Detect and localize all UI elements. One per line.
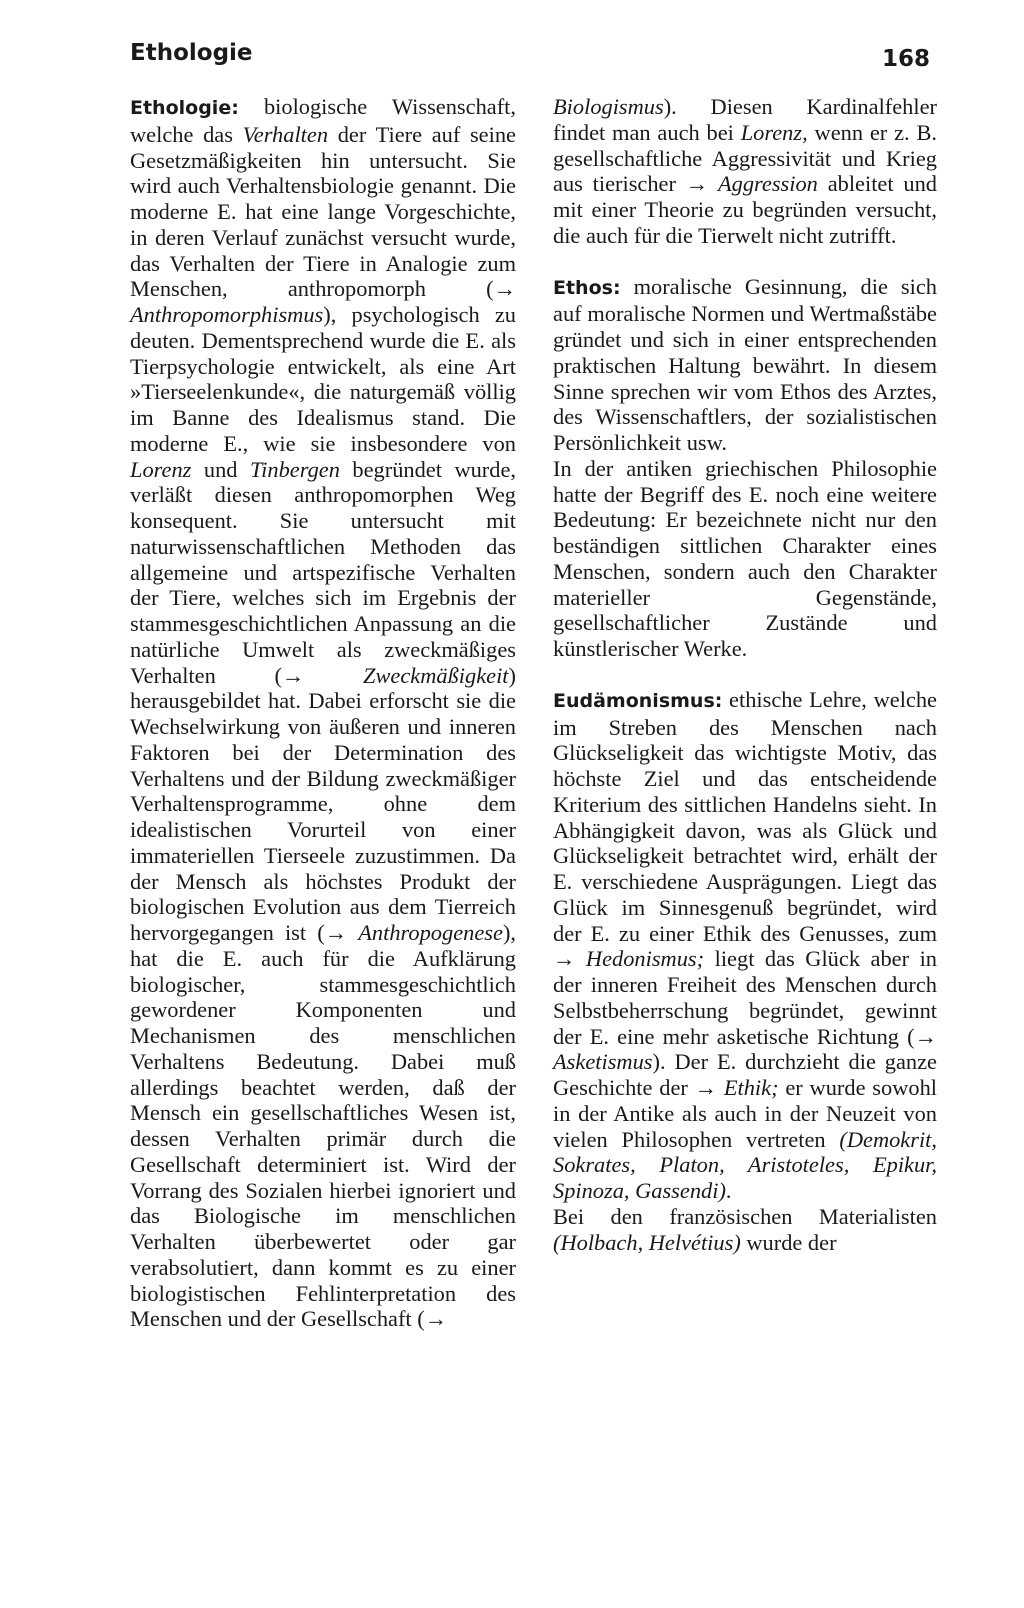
text-run: wurde der [740, 1229, 837, 1255]
text-run: In der antiken griechischen Philosophie hatte der Begriff des E. noch eine weitere Bedeutung: Er bezeichnete nicht nur den beständigen sittlichen Charakter eines Menschen, sondern auch den Charakter materieller Gegenstände, gesellschaftlicher Zustände und künstlerischer Werke. [553, 455, 937, 661]
text-run: Bei den französischen Materialisten [553, 1203, 937, 1229]
text-run: ). Der E. durchzieht die ganze Geschichte der → [553, 1049, 937, 1100]
italic-run: Verhalten [242, 121, 329, 147]
entry-paragraph [553, 94, 937, 249]
italic-run: Asketismus [553, 1049, 653, 1075]
italic-run: Biologismus [553, 94, 664, 119]
entry-paragraph [553, 1204, 937, 1256]
italic-run: Lorenz, [740, 119, 808, 145]
entry-paragraph [553, 274, 937, 456]
italic-run: (Holbach, Helvétius) [553, 1229, 741, 1255]
italic-run: Anthropomorphismus [130, 302, 324, 327]
text-run: ), hat die E. auch für die Aufklärung biologischer, stammesgeschichtlich gewordener Komponenten und Mechanismen des menschlichen Verhaltens Bedeutung. Dabei muß allerdings beachtet werden, daß der Mensch ein gesellschaftliches Wesen ist, dessen Verhalten primär durch die Gesellschaft determiniert ist. Wird der Vorrang des Sozialen hierbei ignoriert und das Biologische im menschlichen Verhalten überbewertet oder gar verabsolutiert, dann kommt es zu einer biologistischen Fehlinterpretation des Menschen und der Gesellschaft (→ [130, 920, 516, 1332]
entry-paragraph [553, 456, 937, 662]
text-run: begründet wurde, verläßt diesen anthropomorphen Weg konsequent. Sie untersucht mit naturwissenschaftlichen Methoden das allgemeine und artspezifische Verhalten der Tiere, welches sich im Ergebnis der stammesgeschichtlichen Anpassung an die natürliche Umwelt als zweckmäßiges Verhalten (→ [130, 456, 516, 688]
text-column-left [130, 94, 516, 1357]
entry-term: Ethologie: [130, 97, 239, 119]
text-run: biologische Wissenschaft, welche das [130, 94, 516, 147]
text-column-right [553, 94, 937, 1280]
entry-ethos [553, 274, 937, 662]
text-run: der Tiere auf seine Gesetzmäßigkeiten hin untersucht. Sie wird auch Verhaltensbiologie genannt. Die moderne E. hat eine lange Vorgeschichte, in deren Verlauf zunächst versucht wurde, das Verhalten der Tiere in Analogie zum Menschen, anthropomorph (→ [130, 121, 516, 302]
italic-run: Tinbergen [249, 456, 340, 482]
page-number: 168 [881, 46, 930, 72]
italic-run: Aggression [717, 171, 818, 197]
page-header [130, 40, 930, 80]
text-run: liegt das Glück aber in der inneren Freiheit des Menschen durch Selbstbeherrschung begründet, gewinnt der E. eine mehr asketische Richtung (→ [553, 946, 937, 1049]
text-run: er wurde sowohl in der Antike als auch in der Neuzeit von vielen Philosophen vertreten [553, 1075, 937, 1152]
text-run: ) herausgebildet hat. Dabei erforscht sie die Wechselwirkung von äußeren und inneren Faktoren bei der Determination des Verhaltens und der Bildung zweckmäßiger Verhaltensprogramme, ohne dem idealistischen Vorurteil von einer immateriellen Tierseele zuzustimmen. Da der Mensch als höchstes Produkt der biologischen Evolution aus dem Tierreich hervorgegangen ist (→ [130, 662, 516, 945]
text-run: wenn er z. B. gesellschaftliche Aggressivität und Krieg aus tierischer → [553, 119, 937, 197]
entry-paragraph [553, 687, 937, 1204]
text-run: ). Diesen Kardinalfehler findet man auch bei [553, 94, 937, 145]
italic-run: Ethik; [723, 1075, 779, 1100]
italic-run: Hedonismus; [585, 946, 705, 972]
text-run: und [191, 456, 250, 482]
italic-run: Anthropogenese [358, 920, 503, 945]
italic-run: Zweckmäßigkeit [363, 662, 509, 688]
text-run: moralische Gesinnung, die sich auf moralische Normen und Wertmaßstäbe gründet und sich in einer entsprechenden praktischen Haltung bewährt. In diesem Sinne sprechen wir vom Ethos des Arztes, des Wissenschaftlers, der sozialistischen Persönlichkeit usw. [553, 273, 937, 455]
text-run: . [725, 1178, 732, 1203]
text-run: ), psychologisch zu deuten. Dementsprechend wurde die E. als Tierpsychologie entwickelt, als eine Art »Tierseelenkunde«, die naturgemäß völlig im Banne des Idealismus stand. Die moderne E., wie sie insbesondere von [130, 302, 516, 456]
text-run: ethische Lehre, welche im Streben des Menschen nach Glückseligkeit das wichtigste Motiv, das höchste Ziel und das entscheidende Kriterium des sittlichen Handelns sieht. In Abhängigkeit davon, was als Glück und Glückseligkeit betrachtet wird, erhält der E. verschiedene Ausprägungen. Liegt das Glück im Sinnesgenuß begründet, wird der E. zu einer Ethik des Genusses, zum → [553, 686, 937, 972]
entry-term: Eudämonismus: [553, 689, 723, 712]
italic-run: Lorenz [130, 456, 192, 482]
running-title: Ethologie [130, 40, 253, 66]
entry-ethologie-continued [553, 94, 937, 249]
entry-paragraph [130, 94, 516, 1332]
entry-eudaemonismus [553, 687, 937, 1256]
entry-term: Ethos: [553, 276, 621, 299]
italic-run: (Demokrit, Sokrates, Platon, Aristoteles, Epikur, Spinoza, Gassendi) [553, 1126, 937, 1203]
entry-ethologie [130, 94, 516, 1332]
text-run: ableitet und mit einer Theorie zu begründen versucht, die auch für die Tierwelt nicht zutrifft. [553, 171, 937, 248]
